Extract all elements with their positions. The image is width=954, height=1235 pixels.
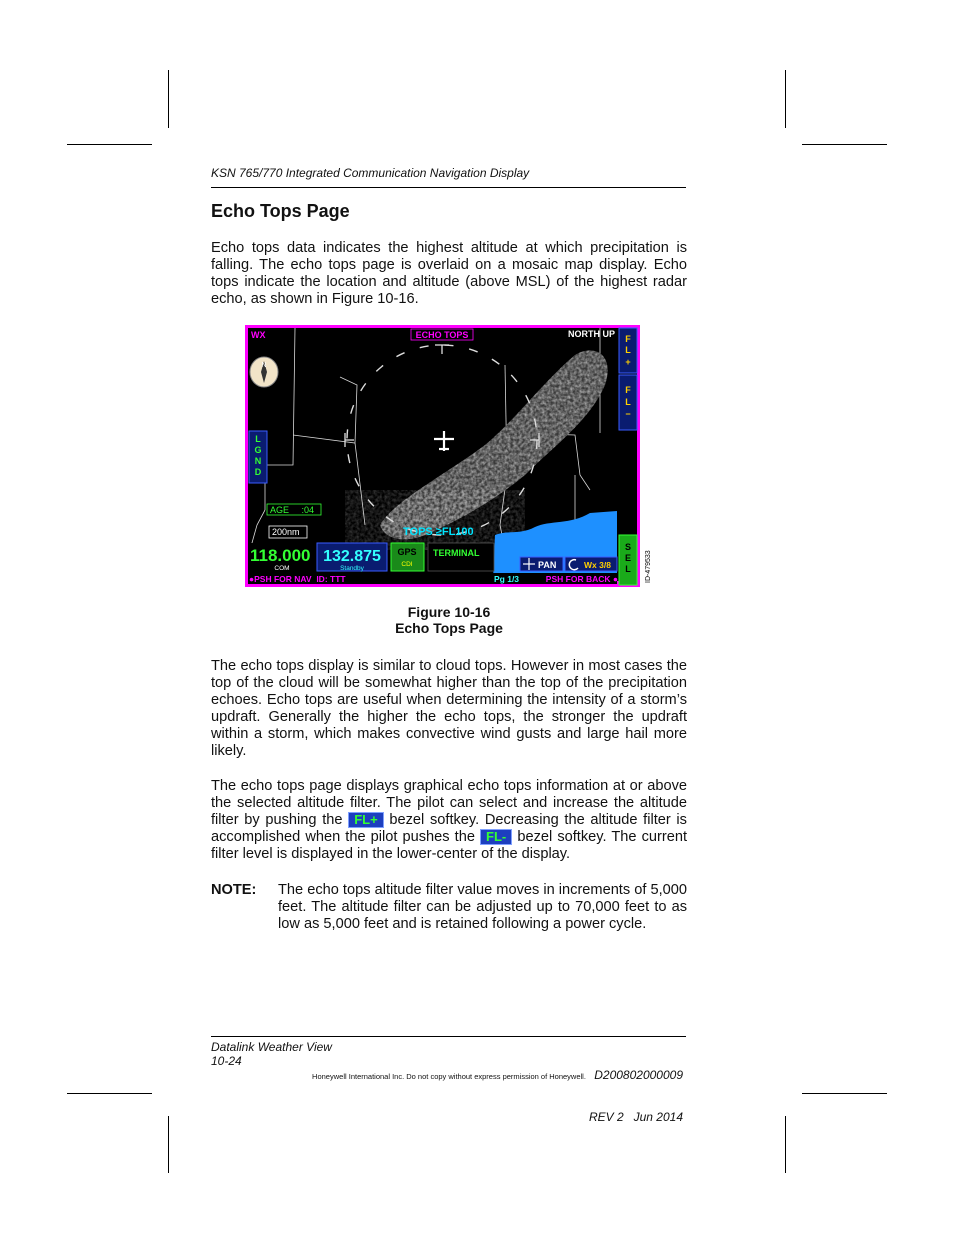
svg-text:PAN: PAN: [538, 560, 557, 570]
svg-text:S: S: [624, 542, 632, 552]
crop-mark: [785, 70, 786, 128]
figure-id: ID-479533: [645, 550, 652, 583]
figure-caption-number: Figure 10-16: [407, 604, 491, 620]
svg-text:G: G: [254, 445, 262, 455]
terminal-label: TERMINAL: [433, 548, 480, 558]
com-frequency: 118.000: [250, 546, 311, 565]
psh-for-back-label: PSH FOR BACK ●: [545, 574, 618, 584]
body-paragraph-1: The echo tops display is similar to cloud tops. However in most cases the top of the cloud will be somewhat higher than the top of the precipitation echoes. Echo tops are useful when determining the intensity of a storm’s updraft. Generally the higher the echo tops, the stronger the updraft within a storm, which makes convective wind gusts and large hail more likely.: [211, 658, 687, 759]
tops-filter-readout: TOPS ≥FL100: [403, 526, 474, 538]
crop-mark: [785, 1116, 786, 1173]
page-title: Echo Tops Page: [211, 201, 350, 221]
copyright-notice: Honeywell International Inc. Do not copy without express permission of Honeywell.: [312, 1072, 586, 1081]
footer-left: [211, 1040, 332, 1068]
fl-plus-softkey-icon: FL+: [348, 812, 383, 828]
body-paragraph-2: The echo tops page displays graphical echo tops information at or above the selected altitude filter. The pilot can select and increase the altitude filter by pushing the FL+ bezel softkey. Decreasing the altitude filter is accomplished when the pilot pushes the FL- bezel softkey. The current filter level is displayed in the lower-center of the display.: [211, 778, 688, 862]
crop-mark: [67, 144, 152, 145]
svg-text:D: D: [254, 467, 262, 477]
figure-caption-title: Echo Tops Page: [395, 620, 503, 636]
fl-minus-softkey-icon: FL-: [480, 829, 512, 845]
crop-mark: [802, 1093, 887, 1094]
crop-mark: [67, 1093, 152, 1094]
footer-revision: REV 2 Jun 2014: [588, 1110, 683, 1124]
standby-label: Standby: [340, 565, 364, 572]
compass-n: N: [261, 362, 267, 369]
running-header: KSN 765/770 Integrated Communication Navigation Display: [211, 166, 530, 180]
range-readout: 200nm: [272, 527, 300, 537]
footer-right: [486, 1040, 683, 1138]
svg-text:L: L: [625, 564, 631, 574]
echo-tops-label: ECHO TOPS: [415, 330, 469, 340]
header-rule: [211, 187, 686, 188]
page-indicator: Pg 1/3: [494, 574, 520, 584]
footer-section: Datalink Weather View: [211, 1040, 332, 1054]
note-text: The echo tops altitude filter value moves in increments of 5,000 feet. The altitude filter can be adjusted up to 70,000 feet to as low as 5,000 feet and is retained following a power cycle.: [278, 882, 687, 932]
age-readout: AGE :04: [270, 505, 315, 515]
svg-text:−: −: [625, 409, 631, 419]
svg-text:L: L: [625, 397, 631, 407]
svg-text:Wx 3/8: Wx 3/8: [584, 560, 611, 570]
crop-mark: [168, 70, 169, 128]
note-label: NOTE:: [211, 882, 257, 898]
north-up-label: NORTH UP: [568, 329, 615, 339]
footer-rule: [211, 1036, 686, 1037]
svg-text:F: F: [625, 334, 631, 344]
wx-label: WX: [251, 330, 266, 340]
psh-for-nav-label: ●PSH FOR NAV ID: TTT: [249, 574, 346, 584]
svg-text:CDI: CDI: [401, 561, 413, 568]
footer-doc-number: D200802000009: [594, 1068, 683, 1082]
crop-mark: [168, 1116, 169, 1173]
svg-text:L: L: [255, 434, 261, 444]
echo-tops-figure: [245, 325, 655, 587]
crop-mark: [802, 144, 887, 145]
svg-text:L: L: [625, 345, 631, 355]
svg-text:E: E: [624, 553, 632, 563]
intro-paragraph: Echo tops data indicates the highest altitude at which precipitation is falling. The echo tops page is overlaid on a mosaic map display. Echo tops indicate the location and altitude (above MSL) of the highest radar echo, as shown in Figure 10-16.: [211, 240, 687, 307]
svg-text:N: N: [254, 456, 262, 466]
com-label: COM: [274, 565, 290, 572]
echo-tops-display: [245, 325, 655, 587]
svg-text:+: +: [625, 357, 631, 367]
svg-text:F: F: [625, 385, 631, 395]
svg-text:GPS: GPS: [397, 547, 417, 557]
footer-page-number: 10-24: [211, 1054, 242, 1068]
standby-frequency: 132.875: [323, 548, 381, 565]
